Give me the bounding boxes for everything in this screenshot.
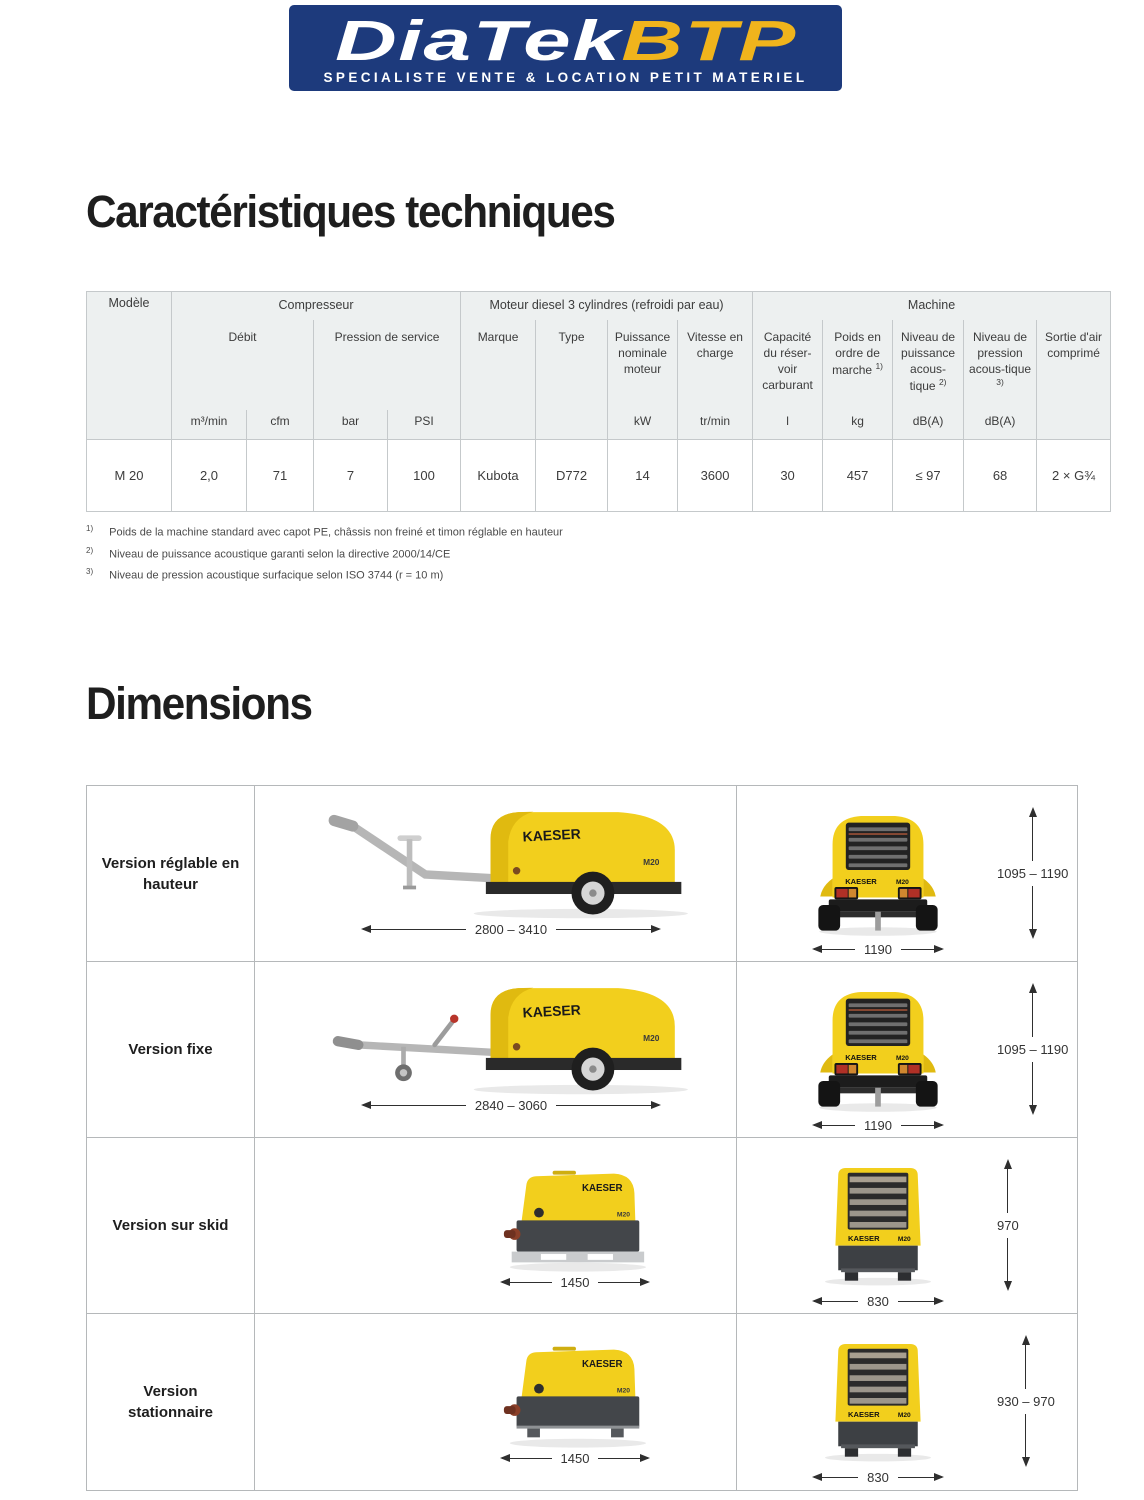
- cell-debit-cfm: 71: [247, 440, 314, 512]
- arrow-up-icon: [1029, 983, 1037, 993]
- header-pression-service: Pression de service: [314, 320, 461, 410]
- dimension-row-label-fixe: [87, 962, 255, 1138]
- brand-tagline: SPECIALISTE VENTE & LOCATION PETIT MATERIEL: [323, 70, 808, 85]
- dimension-row-label-stationnaire: [87, 1314, 255, 1490]
- height-value: 1095 – 1190: [997, 865, 1069, 881]
- side-view-cell: [255, 1314, 737, 1490]
- arrow-up-icon: [1022, 1335, 1030, 1345]
- cell-capacite-l: 30: [753, 440, 823, 512]
- brand-wordmark: [334, 9, 797, 73]
- footnotes: [86, 520, 563, 585]
- height-value: 930 – 970: [997, 1393, 1055, 1409]
- cell-type: D772: [536, 440, 608, 512]
- rear-view-image-trailer: [803, 799, 953, 941]
- side-view-image-stationary: [500, 1338, 650, 1450]
- height-dimension: [997, 1159, 1019, 1291]
- table-row: [87, 440, 1111, 512]
- dimension-line: [1032, 817, 1033, 861]
- cell-pression-bar: 7: [314, 440, 388, 512]
- cell-niveau-pression: 68: [964, 440, 1037, 512]
- width-value: 830: [858, 1470, 898, 1485]
- rear-view-image-skid: [803, 1151, 953, 1293]
- header-niveau-puissance-text: Niveau de puissance acous-tique: [901, 329, 956, 394]
- header-capacite: Capacité du réser-voir carburant: [753, 320, 823, 410]
- footnote-3-text: Niveau de pression acoustique surfacique selon ISO 3744 (r = 10 m): [109, 569, 444, 582]
- width-value: 1190: [855, 1118, 901, 1133]
- length-value: 1450: [552, 1451, 599, 1466]
- specs-section-title: Caractéristiques techniques: [86, 186, 615, 237]
- brand-btp: BTP: [620, 9, 797, 73]
- side-view-image-skid: [500, 1162, 650, 1274]
- side-view-cell: [255, 1138, 737, 1314]
- dimension-line: [1032, 886, 1033, 930]
- unit-dba-lp: dB(A): [964, 410, 1037, 440]
- height-value: 970: [997, 1217, 1019, 1233]
- unit-kw: kW: [608, 410, 678, 440]
- header-type: Type: [536, 320, 608, 440]
- footnote-3: [86, 563, 563, 585]
- length-dimension: [361, 921, 661, 937]
- length-dimension: [361, 1097, 661, 1113]
- length-value: 2840 – 3060: [466, 1098, 556, 1113]
- height-value: 1095 – 1190: [997, 1041, 1069, 1057]
- arrow-down-icon: [1004, 1281, 1012, 1291]
- arrow-up-icon: [1029, 807, 1037, 817]
- side-view-image-fixed: [315, 976, 707, 1097]
- width-value: 830: [858, 1294, 898, 1309]
- row-label-text: Version réglable en hauteur: [101, 854, 240, 893]
- height-dimension: [997, 1335, 1055, 1467]
- diatek-logo: [289, 5, 842, 91]
- width-dimension: [812, 1117, 944, 1133]
- cell-model: M 20: [87, 440, 172, 512]
- footnote-ref-2: 2): [938, 377, 947, 388]
- dimension-line: [1025, 1414, 1026, 1458]
- side-view-cell: [255, 786, 737, 962]
- cell-marque: Kubota: [461, 440, 536, 512]
- side-view-cell: [255, 962, 737, 1138]
- length-value: 1450: [552, 1275, 599, 1290]
- row-label-text: Version stationnaire: [127, 1383, 214, 1421]
- footnote-3-sup: 3): [86, 567, 94, 577]
- dimension-row-label-reglable: [87, 786, 255, 962]
- dimension-line: [1032, 993, 1033, 1037]
- rear-view-cell: [737, 1138, 1077, 1314]
- cell-poids-kg: 457: [823, 440, 893, 512]
- header-debit: Débit: [172, 320, 314, 410]
- header-group-compresseur: Compresseur: [172, 292, 461, 320]
- cell-sortie-air: 2 × G¾: [1037, 440, 1111, 512]
- unit-dba-lw: dB(A): [893, 410, 964, 440]
- header-modele: Modèle: [87, 292, 172, 440]
- arrow-up-icon: [1004, 1159, 1012, 1169]
- width-dimension: [812, 941, 944, 957]
- unit-kg: kg: [823, 410, 893, 440]
- arrow-down-icon: [1022, 1457, 1030, 1467]
- unit-bar: bar: [314, 410, 388, 440]
- header-marque: Marque: [461, 320, 536, 440]
- footnote-2: [86, 542, 563, 564]
- length-value: 2800 – 3410: [466, 922, 556, 937]
- dimensions-section-title: Dimensions: [86, 678, 312, 729]
- width-dimension: [812, 1293, 944, 1309]
- rear-view-image-trailer: [803, 975, 953, 1117]
- header-niveau-pression-text: Niveau de pression acous-tique: [969, 329, 1032, 376]
- length-dimension: [500, 1274, 650, 1290]
- row-label-text: Version fixe: [128, 1041, 213, 1058]
- dimension-line: [1025, 1345, 1026, 1389]
- rear-view-cell: [737, 962, 1077, 1138]
- header-puissance: Puissance nominale moteur: [608, 320, 678, 410]
- length-dimension: [500, 1450, 650, 1466]
- unit-cfm: cfm: [247, 410, 314, 440]
- header-poids-text: Poids en ordre de marche: [832, 329, 881, 377]
- footnote-ref-1: 1): [875, 360, 883, 371]
- unit-l: l: [753, 410, 823, 440]
- header-group-moteur: Moteur diesel 3 cylindres (refroidi par eau): [461, 292, 753, 320]
- header-niveau-pression: [964, 320, 1037, 410]
- rear-view-cell: [737, 1314, 1077, 1490]
- cell-puissance-kw: 14: [608, 440, 678, 512]
- header-group-machine: Machine: [753, 292, 1111, 320]
- arrow-down-icon: [1029, 929, 1037, 939]
- dimension-row-label-skid: [87, 1138, 255, 1314]
- unit-psi: PSI: [388, 410, 461, 440]
- unit-trmin: tr/min: [678, 410, 753, 440]
- header-niveau-puissance: [893, 320, 964, 410]
- cell-niveau-puissance: ≤ 97: [893, 440, 964, 512]
- brand-diatek: DiaTek: [334, 9, 621, 73]
- dimension-line: [1007, 1238, 1008, 1282]
- header-vitesse: Vitesse en charge: [678, 320, 753, 410]
- footnote-2-sup: 2): [86, 545, 94, 555]
- cell-vitesse-trmin: 3600: [678, 440, 753, 512]
- footnote-1-text: Poids de la machine standard avec capot PE, châssis non freiné et timon réglable en hauteur: [109, 526, 563, 539]
- footnote-1-sup: 1): [86, 524, 94, 533]
- specs-table: [86, 291, 1111, 512]
- side-view-image-adjustable: [315, 800, 707, 921]
- unit-m3min: m³/min: [172, 410, 247, 440]
- dimension-line: [1032, 1062, 1033, 1106]
- dimensions-table: [86, 785, 1078, 1491]
- height-dimension: [997, 807, 1068, 939]
- footnote-1: [86, 520, 563, 542]
- width-value: 1190: [855, 942, 901, 957]
- footnote-2-text: Niveau de puissance acoustique garanti selon la directive 2000/14/CE: [109, 548, 451, 561]
- arrow-down-icon: [1029, 1105, 1037, 1115]
- dimension-line: [1007, 1169, 1008, 1213]
- footnote-ref-3: 3): [996, 377, 1004, 388]
- height-dimension: [997, 983, 1068, 1115]
- rear-view-image-skid: [803, 1327, 953, 1469]
- row-label-text: Version sur skid: [112, 1217, 229, 1234]
- cell-pression-psi: 100: [388, 440, 461, 512]
- width-dimension: [812, 1469, 944, 1485]
- header-sortie-air: Sortie d'air comprimé: [1037, 320, 1111, 440]
- rear-view-cell: [737, 786, 1077, 962]
- header-poids: [823, 320, 893, 410]
- cell-debit-m3min: 2,0: [172, 440, 247, 512]
